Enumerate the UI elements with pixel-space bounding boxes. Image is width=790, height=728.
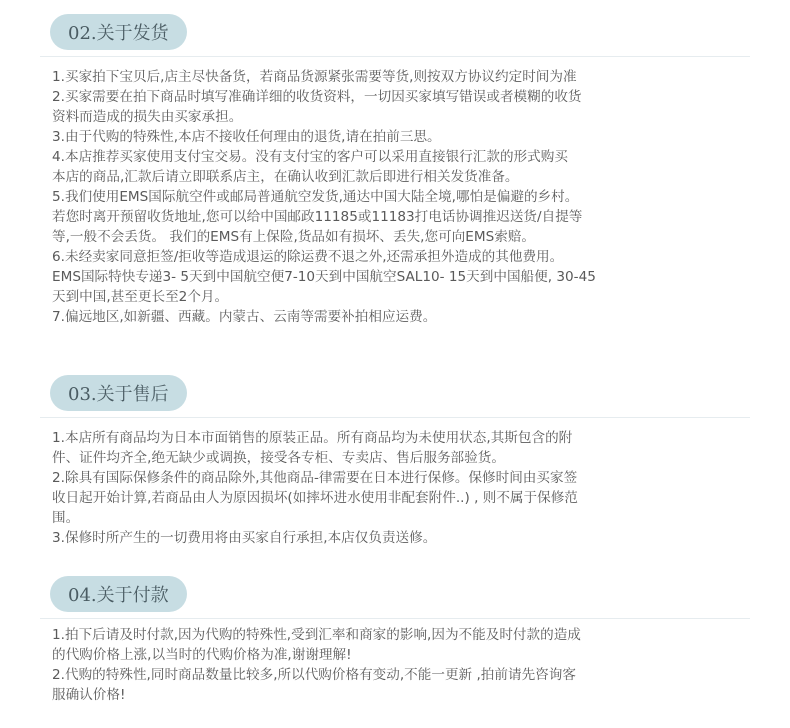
section-body-after-sales [52,428,752,548]
section-title-text: 03.关于售后 [68,384,169,405]
section-title-shipping [50,14,187,50]
body-line: 等,一般不会丢货。 我们的EMS有上保险,货品如有损坏、丢失,您可向EMS索赔。 [52,229,535,245]
body-line: 1.买家拍下宝贝后,店主尽快备货，若商品货源紧张需要等货,则按双方协议约定时间为准 [52,69,577,85]
section-divider [40,618,750,619]
section-title-text: 02.关于发货 [68,23,169,44]
section-divider [40,56,750,57]
body-line: 7.偏远地区,如新疆、西藏。内蒙古、云南等需要补拍相应运费。 [52,309,437,325]
body-line: 1.拍下后请及时付款,因为代购的特殊性,受到汇率和商家的影响,因为不能及时付款的造成 [52,627,581,643]
body-line: 1.本店所有商品均为日本市面销售的原装正品。所有商品均为未使用状态,其斯包含的附 [52,430,573,446]
body-line: EMS国际特快专递3- 5天到中国航空便7-10天到中国航空SAL10- 15天到中国船便, 30-45 [52,269,596,285]
section-title-after-sales [50,375,187,411]
section-body-shipping [52,67,752,327]
body-line: 的代购价格上涨,以当时的代购价格为准,谢谢理解! [52,647,352,663]
body-line: 6.未经卖家同意拒签/拒收等造成退运的除运费不退之外,还需承担外造成的其他费用。 [52,249,564,265]
body-line: 3.由于代购的特殊性,本店不接收任何理由的退货,请在拍前三思。 [52,129,441,145]
section-title-text: 04.关于付款 [68,585,169,606]
body-line: 件、证件均齐全,绝无缺少或调换，接受各专柜、专卖店、售后服务部验货。 [52,450,505,466]
body-line: 资料而造成的损失由买家承担。 [52,109,243,125]
body-line: 天到中国,甚至更长至2个月。 [52,289,229,305]
body-line: 服确认价格! [52,687,126,703]
section-body-payment [52,625,752,705]
body-line: 收日起开始计算,若商品由人为原因损坏(如摔坏进水使用非配套附件..) , 则不属于保修范 [52,490,578,506]
body-line: 4.本店推荐买家使用支付宝交易。没有支付宝的客户可以采用直接银行汇款的形式购买 [52,149,568,165]
body-line: 2.买家需要在拍下商品时填写准确详细的收货资料，一切因买家填写错误或者模糊的收货 [52,89,582,105]
body-line: 5.我们使用EMS国际航空件或邮局普通航空发货,通达中国大陆全境,哪怕是偏避的乡村。 [52,189,579,205]
body-line: 围。 [52,510,80,526]
body-line: 3.保修时所产生的一切费用将由买家自行承担,本店仅负责送修。 [52,530,437,546]
body-line: 若您时离开预留收货地址,您可以给中国邮政11185或11183打电话协调推迟送货/自提等 [52,209,583,225]
body-line: 2.除具有国际保修条件的商品除外,其他商品-律需要在日本进行保修。保修时间由买家签 [52,470,578,486]
body-line: 2.代购的特殊性,同时商品数量比较多,所以代购价格有变动,不能一更新 ,拍前请先咨询客 [52,667,576,683]
section-title-payment [50,576,187,612]
section-divider [40,417,750,418]
body-line: 本店的商品,汇款后请立即联系店主，在确认收到汇款后即进行相关发货准备。 [52,169,519,185]
